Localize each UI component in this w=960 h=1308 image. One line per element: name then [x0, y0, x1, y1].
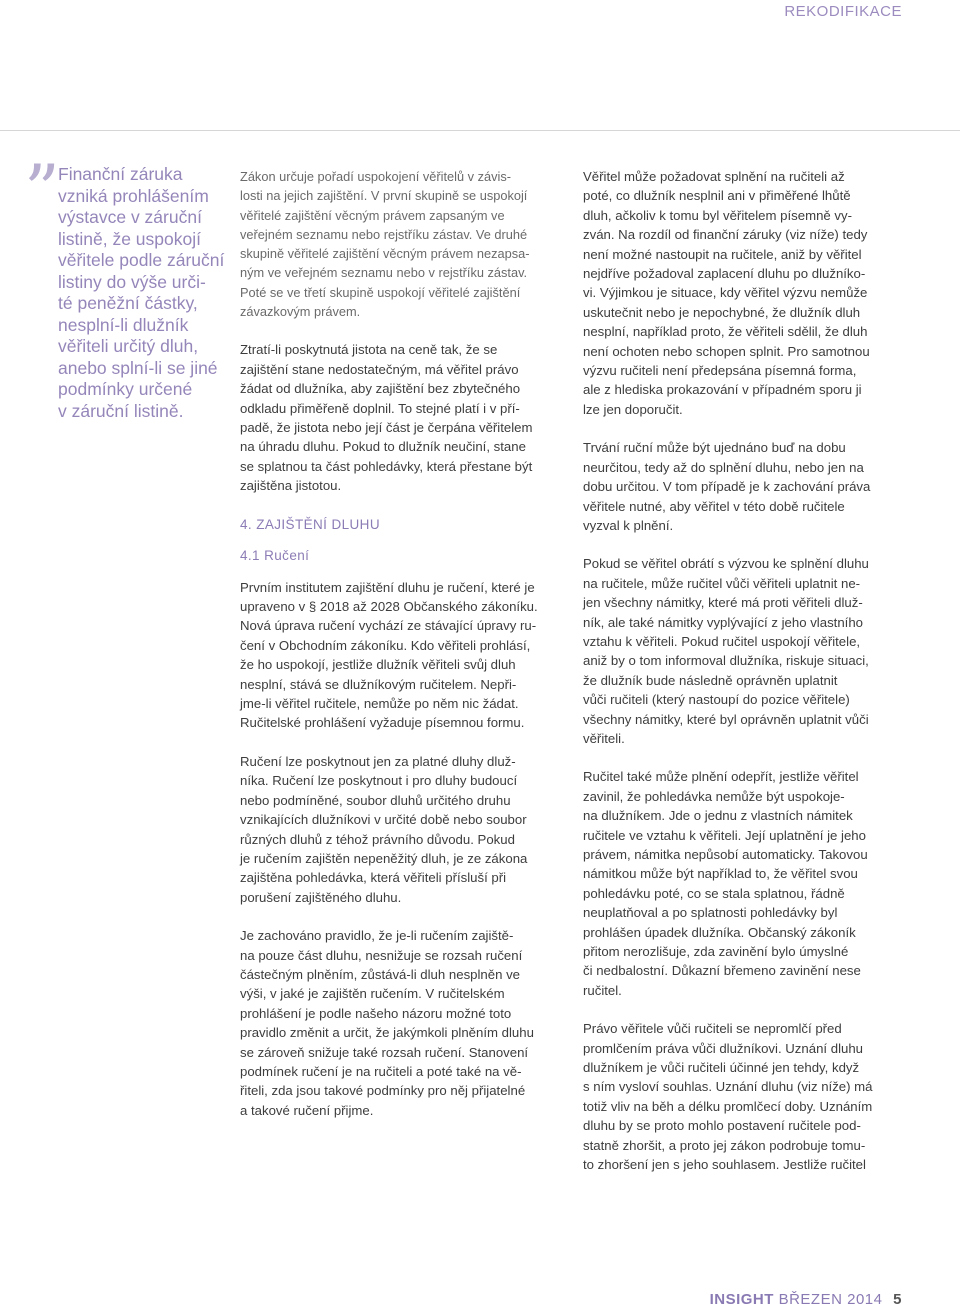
column-right [583, 167, 913, 1194]
text-line: všechny námitky, které byl oprávněn uplatnit vůči [583, 711, 869, 727]
text-line: s ním vysloví souhlas. Uznání dluhu (viz níže) má [583, 1079, 873, 1095]
text-line: na dlužníkem. Jde o jednu z vlastních námitek [583, 808, 853, 824]
text-line: skupině věřitelé zajištění věcným právem nezapsa- [240, 246, 530, 262]
text-line: věřitelé zajištění věcným právem zapsaným ve [240, 207, 505, 223]
text-line: různých dluhů z téhož právního důvodu. Pokud [240, 831, 515, 847]
pull-quote-line: věřitele podle záruční [58, 250, 225, 270]
text-line: Ztratí-li poskytnutá jistota na ceně tak, že se [240, 342, 498, 358]
issue-date: BŘEZEN 2014 [778, 1291, 883, 1308]
text-line: statně zhoršit, a proto jej zákon podrobuje tomu- [583, 1137, 866, 1153]
text-line: upraveno v § 2018 až 2028 Občanského zákoníku. [240, 599, 538, 615]
text-line: uskutečnit nebo je nepochybné, že dlužník dluh [583, 304, 861, 320]
text-line: Věřitel může požadovat splnění na ručiteli až [583, 169, 845, 184]
text-line: není ochoten nebo schopen splnit. Pro samotnou [583, 343, 870, 359]
body-paragraph [583, 1019, 913, 1174]
text-line: Právo věřitele vůči ručiteli se nepromlčí před [583, 1021, 842, 1037]
text-line: dlužníkem je vůči ručiteli účinné jen tehdy, když [583, 1060, 860, 1076]
text-line: losti na jejich zajištění. V první skupině se uspokojí [240, 188, 528, 204]
pull-quote-line: výstavce v záruční [58, 207, 202, 227]
pull-quote-line: listině, že uspokojí [58, 228, 201, 249]
text-line: na pouze část dluhu, nesnižuje se rozsah ručení [240, 947, 523, 963]
text-line: Nová úprava ručení vychází ze stávající úpravy ru- [240, 618, 537, 634]
text-line: totiž vliv na běh a délku promlčecí doby. Uznáním [583, 1098, 873, 1114]
text-line: níka. Ručení lze poskytnout i pro dluhy budoucí [240, 773, 518, 789]
text-line: veřejném seznamu nebo rejstříku zástav. Ve druhé [240, 226, 528, 242]
text-line: zajištěna jistotou. [240, 478, 342, 494]
text-line: výzvu ručiteli není předepsána písemná forma, [583, 363, 857, 379]
pull-quote-line: vzniká prohlášením [58, 185, 209, 206]
page-number: 5 [893, 1291, 902, 1308]
text-line: čení v Obchodním zákoníku. Kdo věřiteli prohlásí, [240, 637, 531, 653]
text-line: nesplní, stává se dlužníkovým ručitelem. Nepři- [240, 676, 517, 692]
text-line: nebo podmíněné, soubor dluhů určitého druhu [240, 792, 511, 808]
text-line: Trvání ruční může být ujednáno buď na dobu [583, 440, 846, 456]
text-line: nesplní, například proto, že věřiteli sdělil, že dluh [583, 324, 868, 340]
text-line: zavinil, že pohledávka nemůže být uspokoje- [583, 788, 845, 804]
text-line: zajištění stane nedostatečným, má věřitel právo [240, 361, 519, 377]
lead-paragraph [240, 167, 570, 321]
chapter-heading: 4. ZAJIŠTĚNÍ DLUHU [240, 516, 380, 532]
text-line: prohlášen úpadek dlužníka. Občanský zákoník [583, 924, 856, 940]
pull-quote-line: nesplní-li dlužník [58, 314, 189, 335]
text-line: aniž by o tom informoval dlužníka, riskuje situaci, [583, 653, 869, 669]
text-line: Poté se ve třetí skupině uspokojí věřitelé zajištění [240, 284, 521, 300]
body-paragraph [240, 926, 570, 1120]
text-line: porušení zajištěného dluhu. [240, 889, 402, 905]
text-line: dluh, ačkoliv k tomu byl věřitelem písemně vy- [583, 207, 852, 223]
text-line: výši, v jaké je zajištěn ručením. V ručitelském [240, 986, 505, 1002]
pull-quote-line: Finanční záruka [58, 164, 183, 184]
header-divider [0, 130, 960, 131]
text-line: ručitele ve vztahu k věřiteli. Její uplatnění je jeho [583, 827, 866, 843]
text-line: neuplatňoval a po splatnosti pohledávky byl [583, 905, 838, 921]
text-line: přitom nerozlišuje, zda zavinění bylo úmyslné [583, 944, 849, 960]
text-line: vi. Výjimkou je situace, kdy věřitel výzvu nemůže [583, 285, 868, 301]
text-line: Je zachováno pravidlo, že je-li ručením zajiště- [240, 928, 514, 944]
text-line: podmínek ručení je na ručiteli a poté také na vě- [240, 1063, 522, 1079]
pull-quote-line: v záruční listině. [58, 400, 184, 421]
text-line: částečným plněním, zůstává-li dluh nesplněn ve [240, 966, 521, 982]
pull-quote-line: anebo splní-li se jiné [58, 357, 218, 378]
text-line: že dlužník bude následně oprávněn uplatnit [583, 672, 838, 688]
quote-mark-icon: ” [24, 150, 60, 232]
text-line: věřitele nutné, aby věřitel v této době ručitele [583, 498, 845, 514]
text-line: je ručením zajištěn nepeněžitý dluh, je ze zákona [240, 850, 528, 866]
text-line: promlčením práva vůči dlužníkovi. Uznání dluhu [583, 1040, 864, 1056]
text-line: vztahu k věřiteli. Pokud ručitel uspokojí věřitele, [583, 633, 861, 649]
pull-quote-line: té peněžní částky, [58, 293, 198, 313]
body-paragraph [583, 767, 913, 1000]
body-paragraph [240, 752, 570, 907]
text-line: ale z hlediska prokazování v případném sporu ji [583, 382, 862, 398]
pull-quote [58, 164, 226, 422]
text-line: nejdříve požadoval zaplacení dluhu po dlužníko- [583, 266, 866, 282]
text-line: Prvním institutem zajištění dluhu je ručení, které je [240, 579, 535, 595]
body-paragraph [583, 554, 913, 748]
text-line: vznikajících dlužníkovi v určité době nebo soubor [240, 812, 527, 828]
pull-quote-line: podmínky určené [58, 379, 193, 399]
text-line: právem, námitka nepůsobí automaticky. Takovou [583, 847, 868, 862]
text-line: lze jen doporučit. [583, 401, 683, 417]
text-line: neurčitou, tedy až do splnění dluhu, nebo jen na [583, 459, 864, 475]
text-line: na úhradu dluhu. Pokud to dlužník neučiní, stane [240, 439, 526, 455]
body-paragraph [240, 578, 570, 733]
body-paragraph [240, 340, 570, 495]
text-line: závazkovým právem. [240, 304, 361, 320]
text-line: není možné nastoupit na ručitele, aniž by věřitel [583, 246, 862, 262]
text-line: námitkou může být například to, že věřitel svou [583, 866, 858, 882]
text-line: pravidlo změnit a určit, že jakýmkoli plněním dluhu [240, 1025, 534, 1041]
text-line: prohlášení je podle našeho názoru možné toto [240, 1005, 512, 1021]
section-heading: 4.1 Ručení [240, 547, 310, 563]
text-line: zajištěna pohledávka, která věřiteli přísluší při [240, 870, 507, 886]
text-line: či nedbalostní. Důkazní břemeno zavinění nese [583, 963, 861, 979]
body-paragraph [583, 438, 913, 535]
text-line: jme-li věřitel ručitele, nemůže po něm nic žádat. [240, 696, 519, 712]
text-line: Zákon určuje pořadí uspokojení věřitelů v závis- [240, 169, 512, 184]
text-line: ným ve veřejném seznamu nebo v rejstříku zástav. [240, 265, 528, 281]
text-line: ručitel. [583, 982, 622, 998]
text-line: Pokud se věřitel obrátí s výzvou ke splnění dluhu [583, 556, 869, 572]
pull-quote-line: věřiteli určitý dluh, [58, 336, 199, 356]
pull-quote-line: listiny do výše urči- [58, 271, 206, 292]
text-line: vůči ručiteli (který nastoupí do pozice věřitele) [583, 692, 850, 708]
text-line: a takové ručení přijme. [240, 1102, 374, 1118]
text-line: pohledávku poté, co se stala splatnou, řádně [583, 885, 845, 901]
text-line: poté, co dlužník nesplnil ani v přiměřené lhůtě [583, 188, 851, 204]
text-line: padě, že jistota nebo její část je čerpána věřitelem [240, 420, 533, 435]
magazine-name: INSIGHT [709, 1291, 774, 1308]
text-line: že ho uspokojí, jestliže dlužník věřiteli svůj dluh [240, 657, 516, 673]
page-footer [710, 1291, 902, 1308]
text-line: Ručitel také může plnění odepřít, jestliže věřitel [583, 769, 859, 785]
text-line: Ručitelské prohlášení vyžaduje písemnou formu. [240, 715, 525, 731]
body-paragraph [583, 167, 913, 419]
text-line: vyzval k plnění. [583, 517, 674, 533]
text-line: odkladu přiměřeně doplnil. To stejné platí i v pří- [240, 400, 520, 416]
section-label: REKODIFIKACE [784, 3, 902, 20]
column-middle [240, 167, 570, 1139]
text-line: se splatnou ta část pohledávky, která přestane být [240, 458, 533, 474]
text-line: dobu určitou. V tom případě je k zachování práva [583, 479, 871, 495]
text-line: dluhu by se proto mohlo postavení ručitele pod- [583, 1118, 861, 1134]
text-line: zván. Na rozdíl od finanční záruky (viz níže) tedy [583, 227, 868, 243]
text-line: na ručitele, může ručitel vůči věřiteli uplatnit ne- [583, 575, 861, 591]
text-line: jen všechny námitky, které má proti věřiteli dluž- [583, 595, 863, 611]
text-line: to zhoršení jen s jeho souhlasem. Jestliže ručitel [583, 1157, 866, 1173]
text-line: věřiteli. [583, 730, 625, 746]
text-line: řiteli, zda jsou takové podmínky pro něj přijatelné [240, 1083, 526, 1099]
text-line: ník, ale také námitky vyplývající z jeho vlastního [583, 614, 863, 630]
text-line: Ručení lze poskytnout jen za platné dluhy dluž- [240, 753, 516, 769]
text-line: žádat od dlužníka, aby zajištění bez zbytečného [240, 381, 521, 397]
text-line: se zároveň snižuje také rozsah ručení. Stanovení [240, 1044, 529, 1060]
